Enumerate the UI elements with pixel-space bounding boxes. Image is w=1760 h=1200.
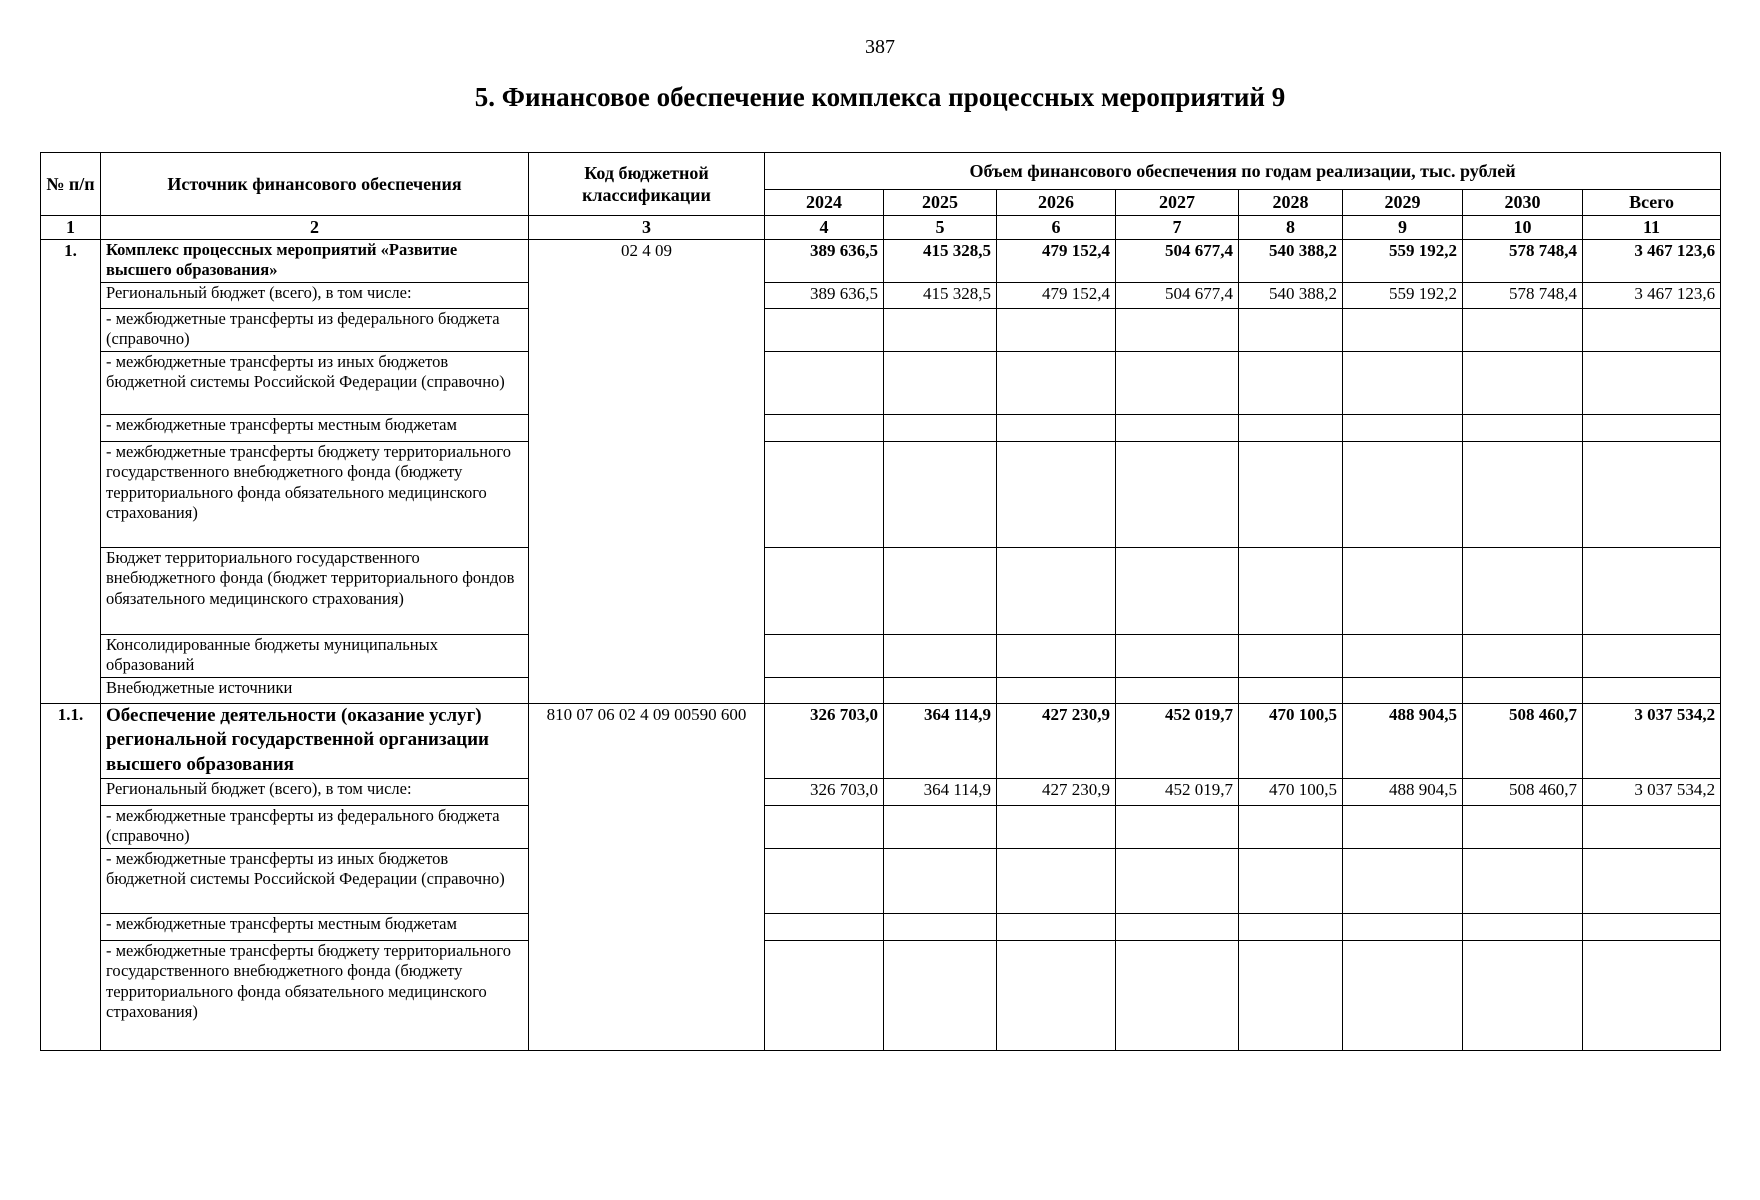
row-label: Обеспечение деятельности (оказание услуг) региональной государственной организации высшего образования [101,703,529,778]
header-year: 2026 [997,190,1116,216]
value-cell: 508 460,7 [1463,703,1583,778]
table-row [41,703,1721,778]
table-row [41,547,1721,634]
table-row [41,414,1721,441]
row-label: - межбюджетные трансферты местным бюджетам [101,913,529,940]
table-row [41,805,1721,848]
row-label: - межбюджетные трансферты из иных бюджетов бюджетной системы Российской Федерации (справочно) [101,351,529,414]
table-row [41,677,1721,703]
value-cell: 3 037 534,2 [1583,703,1721,778]
value-cell: 470 100,5 [1239,703,1343,778]
value-cell: 479 152,4 [997,239,1116,282]
page-number: 387 [865,36,895,58]
column-number: 5 [884,216,997,240]
row-label: - межбюджетные трансферты бюджету территориального государственного внебюджетного фонда (бюджету территориального фонда обязательного медицинского страхования) [101,441,529,547]
table-header [41,153,1721,240]
value-cell: 326 703,0 [765,778,884,805]
value-cell: 415 328,5 [884,282,997,308]
table-row [41,913,1721,940]
row-label: - межбюджетные трансферты из федерального бюджета (справочно) [101,308,529,351]
row-label: Региональный бюджет (всего), в том числе: [101,778,529,805]
value-cell: 364 114,9 [884,703,997,778]
value-cell: 504 677,4 [1116,282,1239,308]
header-volume: Объем финансового обеспечения по годам реализации, тыс. рублей [765,153,1721,190]
column-number: 2 [101,216,529,240]
header-source: Источник финансового обеспечения [101,153,529,216]
row-label: Консолидированные бюджеты муниципальных образований [101,634,529,677]
table-body [41,239,1721,1050]
value-cell: 479 152,4 [997,282,1116,308]
table-row [41,282,1721,308]
document-title: 5. Финансовое обеспечение комплекса процессных мероприятий 9 [474,82,1286,112]
table-row [41,848,1721,913]
value-cell: 427 230,9 [997,703,1116,778]
value-cell: 3 467 123,6 [1583,282,1721,308]
column-number: 6 [997,216,1116,240]
table-row [41,351,1721,414]
value-cell: 452 019,7 [1116,778,1239,805]
budget-code: 02 4 09 [529,239,765,703]
header-year: 2027 [1116,190,1239,216]
column-number: 8 [1239,216,1343,240]
table-row [41,308,1721,351]
table-row [41,940,1721,1050]
value-cell: 427 230,9 [997,778,1116,805]
value-cell: 3 037 534,2 [1583,778,1721,805]
header-year: 2025 [884,190,997,216]
row-label: Региональный бюджет (всего), в том числе: [101,282,529,308]
table-row [41,239,1721,282]
table-row [41,778,1721,805]
value-cell: 452 019,7 [1116,703,1239,778]
budget-code: 810 07 06 02 4 09 00590 600 [529,703,765,1050]
value-cell: 504 677,4 [1116,239,1239,282]
column-number: 3 [529,216,765,240]
column-number: 1 [41,216,101,240]
value-cell: 559 192,2 [1343,282,1463,308]
row-label: - межбюджетные трансферты из федерального бюджета (справочно) [101,805,529,848]
value-cell: 578 748,4 [1463,239,1583,282]
column-number: 10 [1463,216,1583,240]
header-year: 2029 [1343,190,1463,216]
table-row [41,634,1721,677]
column-number: 7 [1116,216,1239,240]
header-year: 2028 [1239,190,1343,216]
header-year: 2030 [1463,190,1583,216]
row-label: Бюджет территориального государственного внебюджетного фонда (бюджет территориального фондов обязательного медицинского страхования) [101,547,529,634]
column-number: 9 [1343,216,1463,240]
value-cell: 364 114,9 [884,778,997,805]
header-num: № п/п [41,153,101,216]
row-label: - межбюджетные трансферты местным бюджетам [101,414,529,441]
row-label: - межбюджетные трансферты бюджету территориального государственного внебюджетного фонда (бюджету территориального фонда обязательного медицинского страхования) [101,940,529,1050]
value-cell: 559 192,2 [1343,239,1463,282]
value-cell: 389 636,5 [765,282,884,308]
value-cell: 508 460,7 [1463,778,1583,805]
value-cell: 488 904,5 [1343,778,1463,805]
row-label: - межбюджетные трансферты из иных бюджетов бюджетной системы Российской Федерации (справочно) [101,848,529,913]
row-label: Внебюджетные источники [101,677,529,703]
value-cell: 540 388,2 [1239,239,1343,282]
value-cell: 3 467 123,6 [1583,239,1721,282]
header-total: Всего [1583,190,1721,216]
value-cell: 578 748,4 [1463,282,1583,308]
table-row [41,441,1721,547]
value-cell: 326 703,0 [765,703,884,778]
value-cell: 415 328,5 [884,239,997,282]
value-cell: 389 636,5 [765,239,884,282]
row-label: Комплекс процессных мероприятий «Развитие высшего образования» [101,239,529,282]
column-number: 11 [1583,216,1721,240]
financing-table [40,152,1721,1051]
value-cell: 488 904,5 [1343,703,1463,778]
value-cell: 540 388,2 [1239,282,1343,308]
header-code: Код бюджетной классификации [529,153,765,216]
value-cell: 470 100,5 [1239,778,1343,805]
row-number: 1. [41,239,101,703]
row-number: 1.1. [41,703,101,1050]
header-year: 2024 [765,190,884,216]
column-number: 4 [765,216,884,240]
